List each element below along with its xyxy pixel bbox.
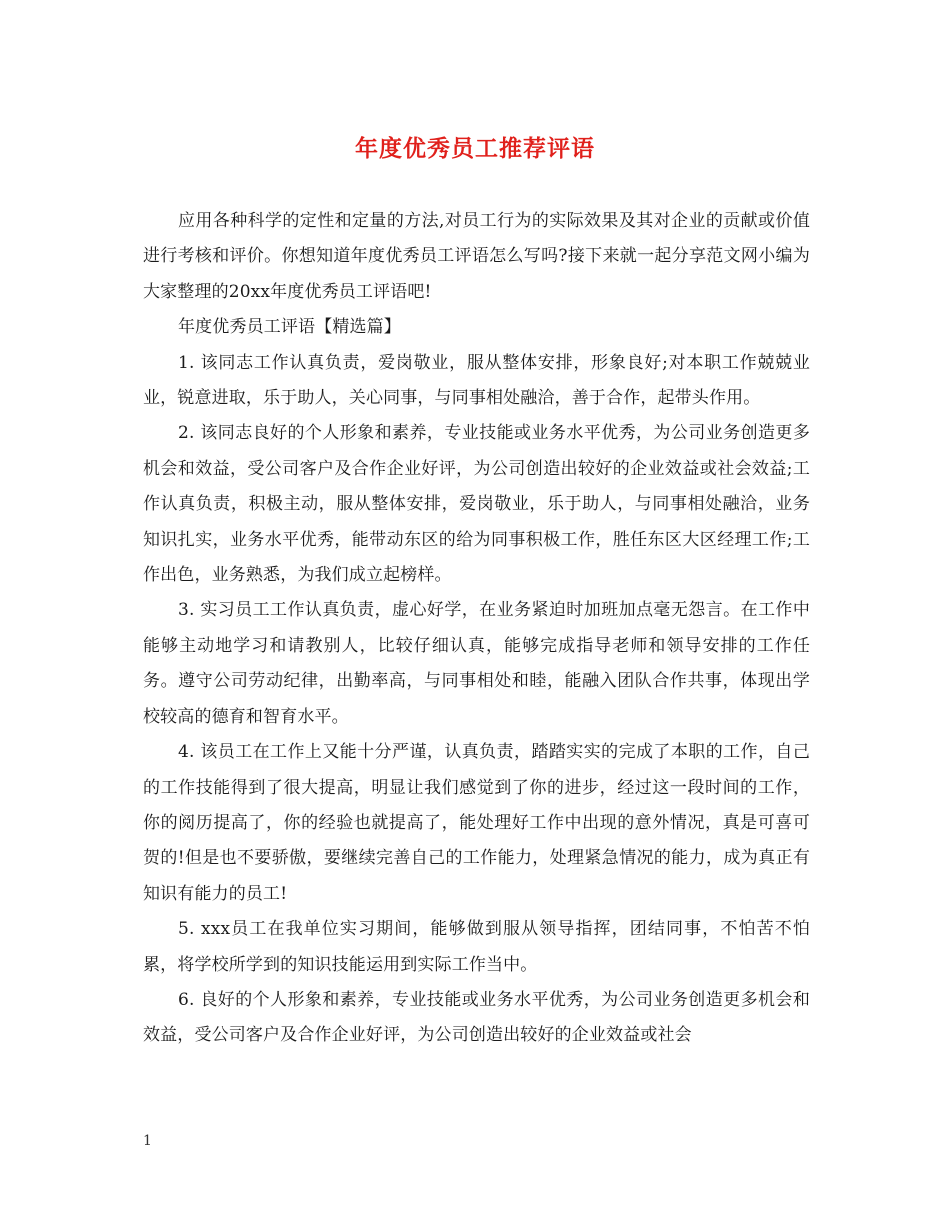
comment-item-5: 5. xxx员工在我单位实习期间，能够做到服从领导指挥，团结同事，不怕苦不怕累，将学校所学到的知识技能运用到实际工作当中。 <box>143 919 810 975</box>
intro-paragraph: 应用各种科学的定性和定量的方法,对员工行为的实际效果及其对企业的贡献或价值进行考核和评价。你想知道年度优秀员工评语怎么写吗?接下来就一起分享范文网小编为大家整理的20xx年度优秀员工评语吧! <box>143 211 810 302</box>
document-title: 年度优秀员工推荐评语 <box>355 135 595 162</box>
page-number: 1 <box>143 1133 152 1149</box>
comment-item-3: 3. 实习员工工作认真负责，虚心好学，在业务紧迫时加班加点毫无怨言。在工作中能够主动地学习和请教别人，比较仔细认真，能够完成指导老师和领导安排的工作任务。遵守公司劳动纪律，出勤率高，与同事相处和睦，能融入团队合作共事，体现出学校较高的德育和智育水平。 <box>143 600 810 727</box>
comment-item-1: 1. 该同志工作认真负责，爱岗敬业，服从整体安排，形象良好;对本职工作兢兢业业，锐意进取，乐于助人，关心同事，与同事相处融洽，善于合作，起带头作用。 <box>143 352 810 409</box>
document-body <box>143 204 810 1054</box>
section-heading: 年度优秀员工评语【精选篇】 <box>178 317 401 338</box>
comment-item-2: 2. 该同志良好的个人形象和素养，专业技能或业务水平优秀，为公司业务创造更多机会和效益，受公司客户及合作企业好评，为公司创造出较好的企业效益或社会效益;工作认真负责，积极主动，服从整体安排，爱岗敬业，乐于助人，与同事相处融洽，业务知识扎实，业务水平优秀，能带动东区的给为同事积极工作，胜任东区大区经理工作;工作出色，业务熟悉，为我们成立起榜样。 <box>143 423 810 586</box>
comment-item-6: 6. 良好的个人形象和素养，专业技能或业务水平优秀，为公司业务创造更多机会和效益，受公司客户及合作企业好评，为公司创造出较好的企业效益或社会 <box>143 989 810 1046</box>
comment-item-4: 4. 该员工在工作上又能十分严谨，认真负责，踏踏实实的完成了本职的工作，自己的工作技能得到了很大提高，明显让我们感觉到了你的进步，经过这一段时间的工作，你的阅历提高了，你的经验也就提高了，能处理好工作中出现的意外情况，真是可喜可贺的!但是也不要骄傲，要继续完善自己的工作能力，处理紧急情况的能力，成为真正有知识有能力的员工! <box>143 742 810 904</box>
